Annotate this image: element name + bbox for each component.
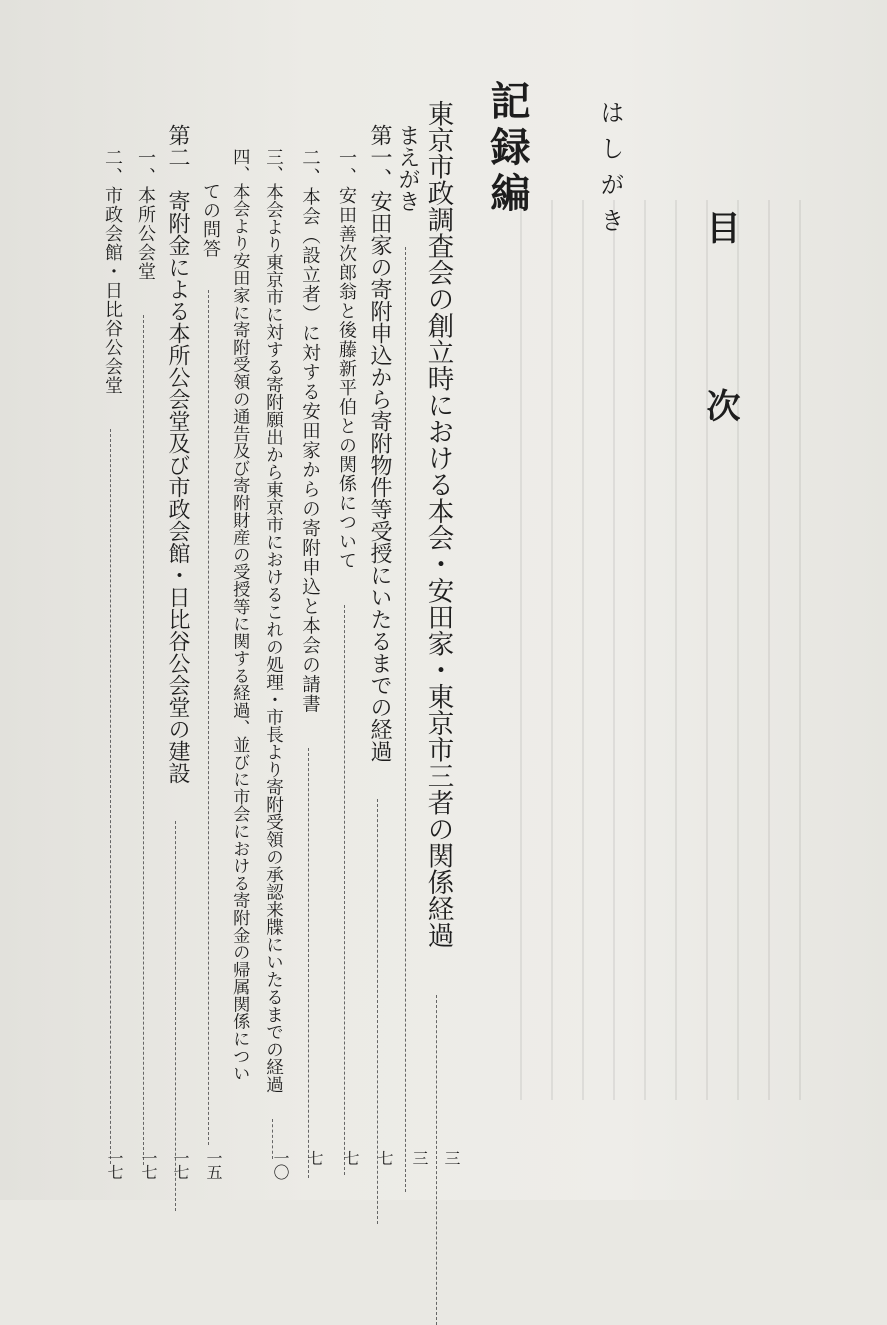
leader-dots xyxy=(344,605,348,1175)
ch2-item2-text: 二、市政会館・日比谷公会堂 xyxy=(102,148,123,395)
toc-title-ji: 次 xyxy=(700,388,740,422)
chapter1-title-text: 第一、安田家の寄附申込から寄附物件等受授にいたるまでの経過 xyxy=(367,124,392,762)
leader-dots xyxy=(208,290,212,1145)
maegaki-text: まえがき xyxy=(395,124,420,212)
ch1-item4 xyxy=(229,148,250,1082)
page-number-ch2-item1: 一七 xyxy=(139,1150,158,1178)
leader-dots xyxy=(308,748,312,1178)
ch1-item1 xyxy=(337,148,355,1175)
preface-entry: はしがき xyxy=(596,100,624,244)
ch1-item2 xyxy=(300,148,319,1178)
page-number-chapter1: 七 xyxy=(375,1150,394,1164)
page-number-part1: 三 xyxy=(442,1150,461,1164)
leader-dots xyxy=(436,995,440,1325)
ch1-item2-text: 二、本会（設立者）に対する安田家からの寄附申込と本会の請書 xyxy=(299,148,321,714)
ch1-item3 xyxy=(264,148,282,1159)
ch1-item4-continued xyxy=(201,182,219,1145)
section-title: 記録編 xyxy=(484,80,531,218)
page-number-chapter2: 一七 xyxy=(171,1150,190,1178)
toc-title-moku: 目 xyxy=(700,210,740,244)
page-number-maegaki: 三 xyxy=(410,1150,429,1164)
leader-dots xyxy=(143,315,147,1165)
ch1-item1-text: 一、安田善次郎翁と後藤新平伯との関係について xyxy=(336,148,357,571)
page-number-ch1-item3: 一〇 xyxy=(271,1150,290,1178)
part1-title xyxy=(422,100,454,1325)
part1-title-text: 東京市政調査会の創立時における本会・安田家・東京市三者の関係経過 xyxy=(422,100,454,948)
chapter2-title-text: 第二 寄附金による本所公会堂及び市政会館・日比谷公会堂の建設 xyxy=(165,124,190,784)
ch1-item3-text: 三、本会より東京市に対する寄附願出から東京市におけるこれの処理・市長より寄附受領の承認来牒にいたるまでの経過 xyxy=(263,148,284,1093)
maegaki-entry xyxy=(396,124,418,1192)
page-number-ch1-item4: 一五 xyxy=(204,1150,223,1178)
bleed-through-texture xyxy=(520,200,820,1100)
page-number-ch2-item2: 一七 xyxy=(105,1150,124,1178)
ch2-item2 xyxy=(103,148,121,1164)
page-number-ch1-item1: 七 xyxy=(341,1150,360,1164)
ch1-item4-cont-text: ての問答 xyxy=(200,182,221,258)
page-number-ch1-item2: 七 xyxy=(305,1150,324,1164)
leader-dots xyxy=(110,429,114,1164)
chapter2-title xyxy=(166,124,188,1211)
ch2-item1-text: 一、本所公会堂 xyxy=(135,148,156,281)
ch2-item1 xyxy=(136,148,154,1165)
leader-dots xyxy=(405,247,409,1192)
ch1-item4-text: 四、本会より安田家に寄附受領の通告及び寄附財産の受授等に関する経過、並びに市会における寄附金の帰属関係につい xyxy=(229,148,250,1082)
chapter1-title xyxy=(367,124,394,1224)
